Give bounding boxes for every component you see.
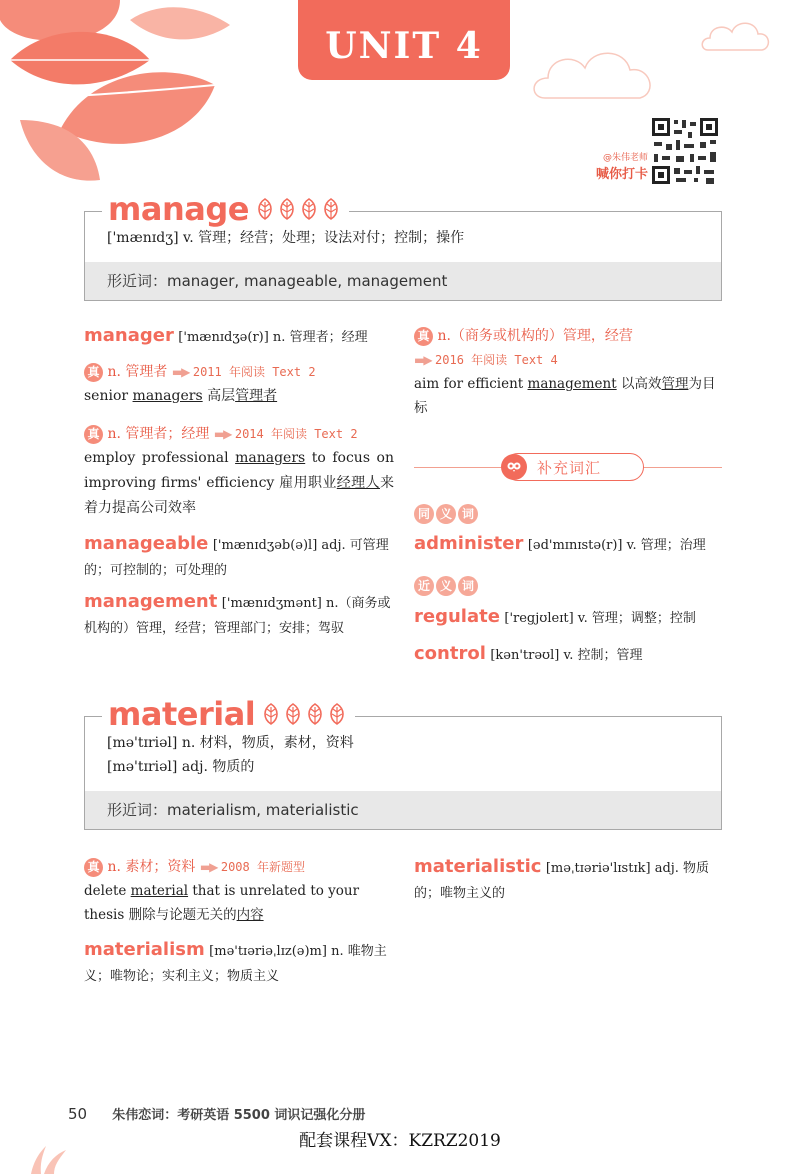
leaf-icon [283, 703, 303, 725]
book-title: 朱伟恋词：考研英语 5500 词识记强化分册 [112, 1108, 366, 1123]
example-keyword: managers [132, 388, 203, 404]
pronunciation-and-sense: ['regjʊleɪt] v. 管理；调整；控制 [504, 611, 696, 626]
supplement-pill [504, 453, 644, 481]
example-keyword-zh: 管理者 [235, 388, 278, 404]
example-text: aim for efficient [414, 376, 528, 392]
supplement-vocab-header [414, 450, 722, 484]
derived-word-materialistic [414, 855, 722, 906]
pronunciation-and-sense: ['mænɪdʒə(r)] n. 管理者；经理 [178, 330, 368, 345]
near-word-regulate [414, 605, 722, 631]
tag-char: 同 [414, 504, 434, 524]
example-text: employ professional [84, 450, 236, 466]
cloud-decoration [530, 38, 660, 108]
exam-sense: n. 管理者；经理 [107, 426, 210, 442]
example-keyword-zh: 管理 [661, 376, 689, 392]
word: manager [84, 325, 174, 346]
exam-badge: 真 [414, 327, 433, 346]
near-word-control [414, 642, 722, 668]
exam-sense: n. 管理者 [107, 364, 168, 380]
exam-example [84, 360, 394, 408]
leaf-icon [299, 198, 319, 220]
example-keyword: managers [235, 450, 306, 466]
example-text: senior [84, 388, 133, 404]
page-footer [68, 1104, 365, 1123]
leaf-icon [321, 198, 341, 220]
decorative-leaves [0, 0, 250, 190]
pronunciation-and-sense: ['mænɪdʒəb(ə)l] adj. 可管理的；可控制的；可处理的 [84, 538, 389, 578]
exam-source: 2014 年阅读 Text 2 [234, 427, 358, 441]
headword-material-wrap [102, 695, 355, 733]
supplement-title: 补充词汇 [537, 458, 602, 477]
watermark: 配套课程VX：KZRZ2019 [299, 1131, 501, 1151]
qr-caption-checkin: 喊你打卡 [595, 167, 648, 182]
example-text: to focus on improving firms' efficiency 雇用职业 [84, 450, 394, 491]
definition-line: ['mænɪdʒ] v. 管理；经营；处理；设法对付；控制；操作 [107, 230, 465, 246]
exam-source: 2008 年新题型 [220, 860, 305, 874]
word: control [414, 643, 486, 664]
headword: material [108, 695, 256, 733]
pronunciation-and-sense: [məˌtɪəriə'lɪstɪk] adj. 物质的；唯物主义的 [414, 861, 710, 901]
word: management [84, 591, 218, 612]
tag-char: 义 [436, 504, 456, 524]
qr-caption [582, 150, 648, 182]
example-text: 以高效 [616, 376, 662, 392]
near-synonym-tag [414, 574, 478, 598]
word: materialistic [414, 856, 542, 877]
exam-badge: 真 [84, 858, 103, 877]
derived-word-manager [84, 324, 394, 350]
leaf-icon [255, 198, 275, 220]
example-text: 高层 [202, 388, 236, 404]
tag-char: 词 [458, 576, 478, 596]
pronunciation-and-sense: ['mænɪdʒmənt] n.（商务或机构的）管理，经营；管理部门；安排；驾驭 [84, 596, 391, 636]
exam-sense: n.（商务或机构的）管理，经营 [437, 328, 633, 344]
example-text: 为目标 [414, 376, 716, 416]
example-keyword: management [527, 376, 617, 392]
word: materialism [84, 939, 205, 960]
arrow-icon: ▬▶ [199, 860, 217, 874]
exam-badge: 真 [84, 363, 103, 382]
exam-source: 2016 年阅读 Text 4 [435, 353, 558, 367]
derived-word-management [84, 590, 394, 641]
related-words: 形近词：manager, manageable, management [85, 262, 721, 300]
frequency-leaves [261, 703, 347, 725]
arrow-icon: ▬▶ [414, 353, 431, 367]
example-keyword-zh: 经理人 [336, 475, 380, 491]
tag-char: 词 [458, 504, 478, 524]
synonym-word-administer [414, 532, 722, 558]
example-keyword-zh: 内容 [236, 907, 264, 923]
headword-manage-wrap [102, 190, 349, 228]
tag-char: 近 [414, 576, 434, 596]
leaf-icon [327, 703, 347, 725]
qr-code-icon[interactable] [650, 116, 720, 186]
related-words: 形近词：materialism, materialistic [85, 791, 721, 829]
headword: manage [108, 190, 249, 228]
pronunciation-and-sense: [əd'mɪnɪstə(r)] v. 管理；治理 [527, 538, 706, 553]
example-keyword: material [130, 883, 189, 899]
definition-line: [mə'tɪriəl] n. 材料，物质，素材，资料 [107, 735, 354, 751]
page-number: 50 [68, 1105, 88, 1123]
derived-word-manageable [84, 532, 394, 583]
word: regulate [414, 606, 500, 627]
cloud-decoration-small [700, 14, 772, 56]
exam-sense: n. 素材；资料 [107, 859, 196, 875]
word: administer [414, 533, 524, 554]
example-text: 来着力提高公司效率 [84, 475, 394, 516]
unit-banner: UNIT 4 [298, 0, 510, 80]
leaf-icon [277, 198, 297, 220]
tag-char: 义 [436, 576, 456, 596]
leaf-icon [261, 703, 281, 725]
qr-caption-author: @朱伟老师 [602, 153, 648, 163]
pronunciation-and-sense: [kən'trəʊl] v. 控制；管理 [490, 648, 643, 663]
entry-box-material [84, 716, 722, 830]
word: manageable [84, 533, 209, 554]
exam-example [84, 855, 394, 927]
exam-source: 2011 年阅读 Text 2 [192, 365, 316, 379]
leaf-icon [305, 703, 325, 725]
arrow-icon: ▬▶ [213, 427, 231, 441]
pronunciation-and-sense: [mə'tɪəriəˌlɪz(ə)m] n. 唯物主义；唯物论；实利主义；物质主义 [84, 944, 387, 984]
owl-icon [501, 454, 527, 480]
exam-example [414, 324, 722, 420]
frequency-leaves [255, 198, 341, 220]
definition-line: [mə'tɪriəl] adj. 物质的 [107, 759, 255, 775]
exam-example [84, 422, 394, 521]
derived-word-materialism [84, 938, 394, 989]
synonym-tag [414, 502, 478, 526]
example-text: that is unrelated to your thesis 删除与论题无关的 [84, 883, 360, 923]
example-text: delete [84, 883, 131, 899]
arrow-icon: ▬▶ [171, 365, 189, 379]
exam-badge: 真 [84, 425, 103, 444]
grass-decoration [26, 1140, 76, 1174]
